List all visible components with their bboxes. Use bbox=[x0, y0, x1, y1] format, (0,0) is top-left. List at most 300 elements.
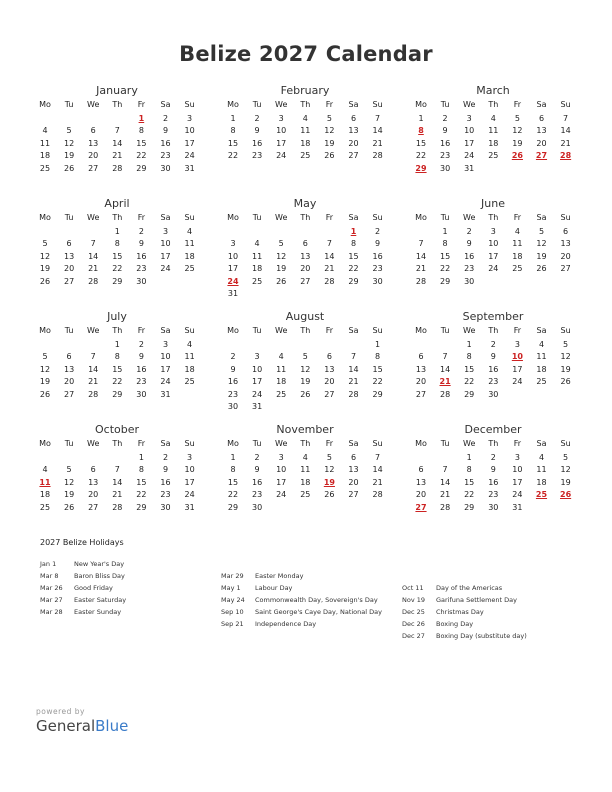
calendar-day: 23 bbox=[440, 151, 451, 161]
calendar-day: 11 bbox=[488, 126, 499, 136]
weekday-label: Th bbox=[300, 439, 311, 448]
weekday-label: We bbox=[463, 213, 476, 222]
weekday-label: Th bbox=[112, 100, 123, 109]
calendar-day: 27 bbox=[560, 264, 571, 274]
calendar-day: 8 bbox=[442, 239, 448, 249]
holiday-day: 28 bbox=[560, 151, 572, 161]
calendar-day: 23 bbox=[136, 377, 147, 387]
calendar-day: 8 bbox=[138, 465, 144, 475]
calendar-day: 15 bbox=[440, 251, 451, 261]
calendar-day: 9 bbox=[375, 239, 381, 249]
calendar-day: 16 bbox=[252, 138, 263, 148]
calendar-day: 28 bbox=[324, 276, 335, 286]
calendar-day: 19 bbox=[64, 151, 75, 161]
calendar-day: 25 bbox=[512, 264, 523, 274]
calendar-day: 16 bbox=[227, 377, 239, 387]
calendar-day: 19 bbox=[39, 377, 51, 387]
calendar-day: 31 bbox=[184, 502, 195, 512]
weekday-label: Th bbox=[488, 439, 499, 448]
calendar-day: 15 bbox=[464, 477, 475, 487]
calendar-day: 15 bbox=[136, 477, 147, 487]
weekday-label: Tu bbox=[440, 439, 450, 448]
calendar-day: 10 bbox=[184, 126, 195, 136]
holiday-day: 21 bbox=[439, 377, 451, 387]
calendar-day: 2 bbox=[442, 114, 448, 123]
calendar-day: 2 bbox=[230, 352, 236, 362]
weekday-label: Sa bbox=[348, 326, 359, 335]
weekday-label: Fr bbox=[325, 326, 334, 335]
calendar-day: 15 bbox=[227, 138, 239, 148]
calendar-day: 17 bbox=[184, 138, 195, 148]
calendar-day: 7 bbox=[375, 114, 381, 123]
calendar-day: 26 bbox=[536, 264, 547, 274]
holiday-date: Mar 27 bbox=[40, 596, 63, 605]
weekday-label: We bbox=[463, 326, 476, 335]
calendar-day: 12 bbox=[39, 251, 51, 261]
weekday-label: Su bbox=[372, 213, 383, 222]
calendar-day: 6 bbox=[538, 114, 545, 123]
weekday-label: Fr bbox=[137, 326, 146, 335]
holiday-row bbox=[402, 620, 473, 628]
calendar-day: 21 bbox=[88, 264, 99, 274]
calendar-day: 23 bbox=[488, 377, 499, 387]
calendar-day: 1 bbox=[230, 453, 236, 462]
calendar-day: 23 bbox=[160, 151, 171, 161]
calendar-day: 15 bbox=[112, 364, 123, 374]
calendar-day: 29 bbox=[227, 502, 239, 512]
calendar-day: 15 bbox=[464, 364, 475, 374]
calendar-day: 2 bbox=[490, 453, 496, 462]
calendar-day: 30 bbox=[440, 163, 451, 173]
calendar-day: 28 bbox=[112, 163, 123, 173]
calendar-day: 16 bbox=[440, 138, 451, 148]
calendar-day: 6 bbox=[66, 239, 72, 249]
calendar-day: 13 bbox=[415, 364, 427, 374]
month-name: June bbox=[481, 197, 505, 210]
calendar-day: 4 bbox=[490, 114, 496, 123]
weekday-label: Sa bbox=[348, 213, 359, 222]
weekday-label: Mo bbox=[227, 326, 239, 335]
calendar-day: 26 bbox=[324, 151, 335, 161]
calendar-day: 5 bbox=[514, 114, 520, 123]
calendar-day: 21 bbox=[372, 477, 383, 487]
brand-name bbox=[36, 717, 128, 735]
calendar-day: 6 bbox=[66, 352, 72, 362]
calendar-day: 10 bbox=[276, 465, 287, 475]
calendar-day: 23 bbox=[227, 389, 239, 399]
calendar-day: 9 bbox=[490, 352, 496, 362]
weekday-label: Mo bbox=[415, 326, 427, 335]
weekday-label: Sa bbox=[160, 326, 171, 335]
calendar-day: 2 bbox=[138, 227, 144, 236]
calendar-day: 24 bbox=[160, 264, 171, 274]
calendar-day: 10 bbox=[227, 251, 239, 261]
calendar-day: 8 bbox=[230, 126, 236, 136]
holiday-day: 19 bbox=[323, 477, 335, 487]
calendar-day: 5 bbox=[302, 352, 308, 362]
weekday-label: Th bbox=[488, 100, 499, 109]
calendar-day: 28 bbox=[372, 151, 383, 161]
holiday-row bbox=[402, 608, 484, 616]
calendar-day: 6 bbox=[418, 352, 424, 362]
calendar-day: 3 bbox=[466, 114, 472, 123]
month-name: March bbox=[476, 84, 510, 97]
weekday-label: Mo bbox=[227, 439, 239, 448]
holiday-date: Sep 21 bbox=[221, 620, 244, 629]
calendar-day: 16 bbox=[252, 477, 263, 487]
weekday-label: Sa bbox=[348, 100, 359, 109]
calendar-day: 25 bbox=[488, 151, 499, 161]
calendar-day: 19 bbox=[560, 364, 571, 374]
weekday-label: We bbox=[275, 213, 288, 222]
calendar-day: 21 bbox=[112, 151, 123, 161]
calendar-day: 28 bbox=[88, 389, 99, 399]
calendar-day: 5 bbox=[66, 126, 72, 136]
weekday-label: We bbox=[87, 326, 100, 335]
calendar-day: 14 bbox=[112, 138, 123, 148]
holiday-date: Jan 1 bbox=[40, 560, 57, 568]
calendar-day: 29 bbox=[136, 502, 147, 512]
calendar-day: 7 bbox=[563, 114, 569, 123]
holiday-name: Boxing Day (substitute day) bbox=[436, 632, 527, 641]
weekday-label: Mo bbox=[227, 213, 239, 222]
calendar-day: 1 bbox=[230, 114, 236, 123]
calendar-day: 4 bbox=[302, 114, 308, 123]
calendar-day: 30 bbox=[136, 276, 147, 286]
calendar-day: 17 bbox=[184, 477, 195, 487]
calendar-day: 31 bbox=[252, 402, 263, 411]
calendar-day: 11 bbox=[536, 352, 547, 362]
calendar-day: 8 bbox=[114, 239, 120, 249]
weekday-label: We bbox=[87, 100, 100, 109]
holiday-day: 11 bbox=[39, 477, 51, 487]
calendar-day: 10 bbox=[276, 126, 287, 136]
weekday-label: Su bbox=[184, 326, 195, 335]
calendar-day: 8 bbox=[230, 465, 236, 475]
calendar-day: 3 bbox=[187, 453, 193, 462]
holiday-day: 26 bbox=[511, 151, 523, 161]
holiday-name: Garifuna Settlement Day bbox=[436, 596, 518, 605]
calendar-day: 3 bbox=[254, 352, 260, 362]
weekday-label: Tu bbox=[64, 100, 74, 109]
calendar-day: 17 bbox=[276, 477, 287, 487]
calendar-day: 2 bbox=[162, 453, 169, 462]
holiday-name: Independence Day bbox=[255, 620, 317, 629]
weekday-label: We bbox=[275, 326, 288, 335]
calendar-day: 31 bbox=[227, 289, 239, 298]
calendar-day: 17 bbox=[488, 251, 499, 261]
calendar-day: 5 bbox=[538, 227, 545, 236]
calendar-day: 4 bbox=[187, 227, 193, 236]
calendar-day: 18 bbox=[536, 364, 547, 374]
weekday-label: Sa bbox=[536, 439, 547, 448]
calendar-day: 31 bbox=[464, 163, 475, 173]
calendar-day: 7 bbox=[375, 453, 381, 462]
calendar-day: 1 bbox=[418, 114, 424, 123]
holiday-date: Mar 28 bbox=[40, 608, 63, 617]
month-name: January bbox=[96, 84, 138, 97]
calendar-day: 3 bbox=[278, 453, 284, 462]
holiday-day: 1 bbox=[350, 227, 357, 236]
calendar-day: 2 bbox=[375, 227, 381, 236]
calendar-day: 22 bbox=[112, 377, 123, 387]
holiday-date: Mar 8 bbox=[40, 572, 59, 581]
calendar-day: 12 bbox=[64, 477, 75, 487]
calendar-day: 5 bbox=[326, 114, 332, 123]
calendar-day: 7 bbox=[442, 352, 448, 362]
calendar-day: 25 bbox=[39, 163, 51, 173]
weekday-label: Su bbox=[560, 213, 571, 222]
calendar-day: 27 bbox=[64, 276, 75, 286]
calendar-day: 25 bbox=[300, 490, 311, 500]
calendar-day: 23 bbox=[136, 264, 147, 274]
calendar-day: 16 bbox=[464, 251, 475, 261]
calendar-day: 14 bbox=[348, 364, 359, 374]
calendar-day: 23 bbox=[464, 264, 475, 274]
weekday-label: We bbox=[275, 100, 288, 109]
calendar-day: 12 bbox=[276, 251, 287, 261]
calendar-day: 11 bbox=[536, 465, 547, 475]
holiday-row bbox=[221, 584, 292, 592]
calendar-day: 10 bbox=[512, 465, 523, 475]
holiday-row bbox=[221, 620, 316, 628]
holiday-row bbox=[40, 596, 126, 604]
calendar-day: 11 bbox=[184, 239, 195, 249]
calendar-day: 24 bbox=[512, 377, 523, 387]
calendar-day: 27 bbox=[348, 151, 359, 161]
holiday-date: Nov 19 bbox=[402, 596, 426, 605]
calendar-day: 22 bbox=[112, 264, 123, 274]
weekday-label: Su bbox=[372, 100, 383, 109]
holidays-title: 2027 Belize Holidays bbox=[40, 538, 124, 547]
calendar-day: 7 bbox=[350, 352, 357, 362]
calendar-day: 27 bbox=[348, 490, 359, 500]
holiday-row bbox=[402, 632, 527, 640]
calendar-day: 18 bbox=[184, 364, 195, 374]
calendar-day: 23 bbox=[252, 151, 263, 161]
weekday-label: Su bbox=[560, 326, 571, 335]
holiday-row bbox=[221, 596, 378, 604]
calendar-day: 19 bbox=[560, 477, 571, 487]
holiday-name: Easter Monday bbox=[255, 572, 304, 580]
holiday-name: Saint George's Caye Day, National Day bbox=[255, 608, 382, 617]
calendar-day: 29 bbox=[464, 389, 475, 399]
calendar-day: 14 bbox=[324, 251, 335, 261]
weekday-label: Su bbox=[372, 326, 383, 335]
calendar-day: 17 bbox=[276, 138, 287, 148]
holiday-date: May 24 bbox=[221, 596, 245, 605]
calendar-day: 22 bbox=[227, 490, 239, 500]
weekday-label: Su bbox=[372, 439, 383, 448]
calendar-day: 30 bbox=[372, 276, 383, 286]
weekday-label: Sa bbox=[536, 326, 547, 335]
calendar-day: 30 bbox=[488, 502, 499, 512]
calendar-day: 17 bbox=[512, 477, 523, 487]
calendar-day: 16 bbox=[488, 364, 499, 374]
calendar-day: 22 bbox=[464, 490, 475, 500]
calendar-day: 23 bbox=[160, 490, 171, 500]
calendar-day: 29 bbox=[372, 389, 383, 399]
calendar-day: 11 bbox=[300, 126, 311, 136]
calendar-day: 29 bbox=[136, 163, 147, 173]
weekday-label: Fr bbox=[325, 439, 334, 448]
calendar-day: 5 bbox=[563, 340, 569, 349]
calendar-day: 13 bbox=[415, 477, 427, 487]
calendar-day: 1 bbox=[138, 453, 144, 462]
calendar-day: 1 bbox=[466, 453, 472, 462]
calendar-day: 13 bbox=[560, 239, 571, 249]
weekday-label: We bbox=[275, 439, 288, 448]
weekday-label: Fr bbox=[325, 213, 334, 222]
weekday-label: We bbox=[463, 100, 476, 109]
calendar-day: 12 bbox=[300, 364, 311, 374]
calendar-day: 12 bbox=[536, 239, 547, 249]
calendar-day: 17 bbox=[160, 364, 171, 374]
calendar-day: 7 bbox=[90, 352, 96, 362]
calendar-day: 18 bbox=[300, 138, 311, 148]
calendar-day: 14 bbox=[415, 251, 427, 261]
holiday-day: 27 bbox=[535, 151, 548, 161]
calendar-day: 11 bbox=[39, 138, 51, 148]
month-name: August bbox=[285, 310, 325, 323]
calendar-day: 3 bbox=[162, 227, 169, 236]
calendar-day: 21 bbox=[440, 490, 451, 500]
calendar-day: 15 bbox=[348, 251, 359, 261]
calendar-day: 12 bbox=[560, 465, 571, 475]
calendar-day: 17 bbox=[227, 264, 239, 274]
calendar-day: 20 bbox=[64, 264, 75, 274]
calendar-day: 1 bbox=[114, 227, 120, 236]
calendar-day: 28 bbox=[88, 276, 99, 286]
calendar-day: 19 bbox=[512, 138, 523, 148]
holiday-day: 24 bbox=[227, 276, 239, 286]
calendar-day: 18 bbox=[39, 490, 51, 500]
calendar-day: 1 bbox=[466, 340, 472, 349]
calendar-day: 20 bbox=[348, 477, 359, 487]
calendar-day: 13 bbox=[300, 251, 311, 261]
calendar-day: 23 bbox=[252, 490, 263, 500]
weekday-label: Sa bbox=[536, 213, 547, 222]
holiday-day: 10 bbox=[511, 352, 523, 362]
calendar-day: 10 bbox=[184, 465, 195, 475]
calendar-day: 30 bbox=[488, 389, 499, 399]
calendar-day: 8 bbox=[350, 239, 357, 249]
weekday-label: Th bbox=[112, 439, 123, 448]
holiday-day: 29 bbox=[415, 163, 427, 173]
calendar-day: 26 bbox=[276, 276, 287, 286]
calendar-day: 21 bbox=[88, 377, 99, 387]
holiday-date: Mar 26 bbox=[40, 584, 63, 593]
calendar-day: 21 bbox=[324, 264, 335, 274]
calendar-day: 4 bbox=[278, 352, 284, 362]
brand-name-blue: Blue bbox=[95, 717, 129, 735]
calendar-day: 14 bbox=[88, 364, 99, 374]
calendar-day: 16 bbox=[136, 364, 147, 374]
calendar-day: 20 bbox=[560, 251, 571, 261]
calendar-day: 13 bbox=[64, 364, 75, 374]
calendar-day: 7 bbox=[114, 465, 120, 475]
weekday-label: Tu bbox=[252, 100, 262, 109]
weekday-label: Th bbox=[300, 213, 311, 222]
calendar-day: 13 bbox=[64, 251, 75, 261]
calendar-day: 13 bbox=[88, 477, 99, 487]
holiday-name: Day of the Americas bbox=[436, 584, 503, 592]
calendar-day: 26 bbox=[39, 276, 51, 286]
calendar-day: 16 bbox=[160, 138, 171, 148]
calendar-day: 13 bbox=[348, 465, 359, 475]
calendar-day: 21 bbox=[372, 138, 383, 148]
calendar-day: 26 bbox=[300, 389, 311, 399]
calendar-day: 7 bbox=[326, 239, 332, 249]
calendar-day: 22 bbox=[136, 490, 147, 500]
weekday-label: Th bbox=[112, 326, 123, 335]
calendar-day: 3 bbox=[187, 114, 193, 123]
calendar-day: 27 bbox=[64, 389, 75, 399]
calendar-day: 5 bbox=[563, 453, 569, 462]
calendar-day: 20 bbox=[348, 138, 359, 148]
calendar-day: 13 bbox=[536, 126, 547, 136]
weekday-label: Th bbox=[300, 100, 311, 109]
weekday-label: Su bbox=[184, 213, 195, 222]
calendar-day: 19 bbox=[39, 264, 51, 274]
calendar-day: 18 bbox=[184, 251, 195, 261]
calendar-day: 18 bbox=[252, 264, 263, 274]
calendar-day: 12 bbox=[324, 126, 335, 136]
calendar-day: 24 bbox=[252, 389, 263, 399]
month-name: February bbox=[280, 84, 330, 97]
weekday-label: We bbox=[463, 439, 476, 448]
calendar-day: 10 bbox=[160, 239, 171, 249]
calendar-day: 25 bbox=[184, 264, 195, 274]
calendar-day: 2 bbox=[254, 453, 260, 462]
calendar-day: 28 bbox=[440, 502, 451, 512]
holiday-date: May 1 bbox=[221, 584, 241, 593]
holiday-row bbox=[40, 608, 121, 616]
holiday-row bbox=[402, 596, 517, 604]
calendar-day: 4 bbox=[538, 340, 545, 349]
calendar-day: 17 bbox=[252, 377, 263, 387]
calendar-day: 26 bbox=[560, 377, 571, 387]
powered-by-label: powered by bbox=[36, 707, 85, 716]
weekday-label: We bbox=[87, 213, 100, 222]
calendar-day: 30 bbox=[160, 502, 171, 512]
calendar-day: 20 bbox=[88, 151, 99, 161]
holiday-date: Dec 25 bbox=[402, 608, 425, 617]
calendar-day: 14 bbox=[372, 126, 383, 136]
calendar-day: 17 bbox=[160, 251, 171, 261]
calendar-day: 4 bbox=[187, 340, 193, 349]
calendar-day: 27 bbox=[324, 389, 335, 399]
calendar-day: 28 bbox=[415, 276, 427, 286]
calendar-day: 18 bbox=[39, 151, 51, 161]
calendar-day: 27 bbox=[415, 389, 427, 399]
weekday-label: Tu bbox=[440, 213, 450, 222]
calendar-day: 1 bbox=[442, 227, 448, 236]
calendar-day: 25 bbox=[39, 502, 51, 512]
calendar-day: 20 bbox=[415, 377, 427, 387]
weekday-label: Tu bbox=[440, 100, 450, 109]
holiday-date: Sep 10 bbox=[221, 608, 244, 617]
weekday-label: Tu bbox=[252, 326, 262, 335]
calendar-day: 24 bbox=[512, 490, 523, 500]
holiday-name: Labour Day bbox=[255, 584, 293, 593]
calendar-day: 2 bbox=[466, 227, 472, 236]
calendar-day: 3 bbox=[162, 340, 169, 349]
calendar-day: 18 bbox=[512, 251, 523, 261]
calendar-day: 6 bbox=[350, 453, 357, 462]
calendar-day: 18 bbox=[276, 377, 287, 387]
calendar-day: 31 bbox=[512, 502, 523, 512]
